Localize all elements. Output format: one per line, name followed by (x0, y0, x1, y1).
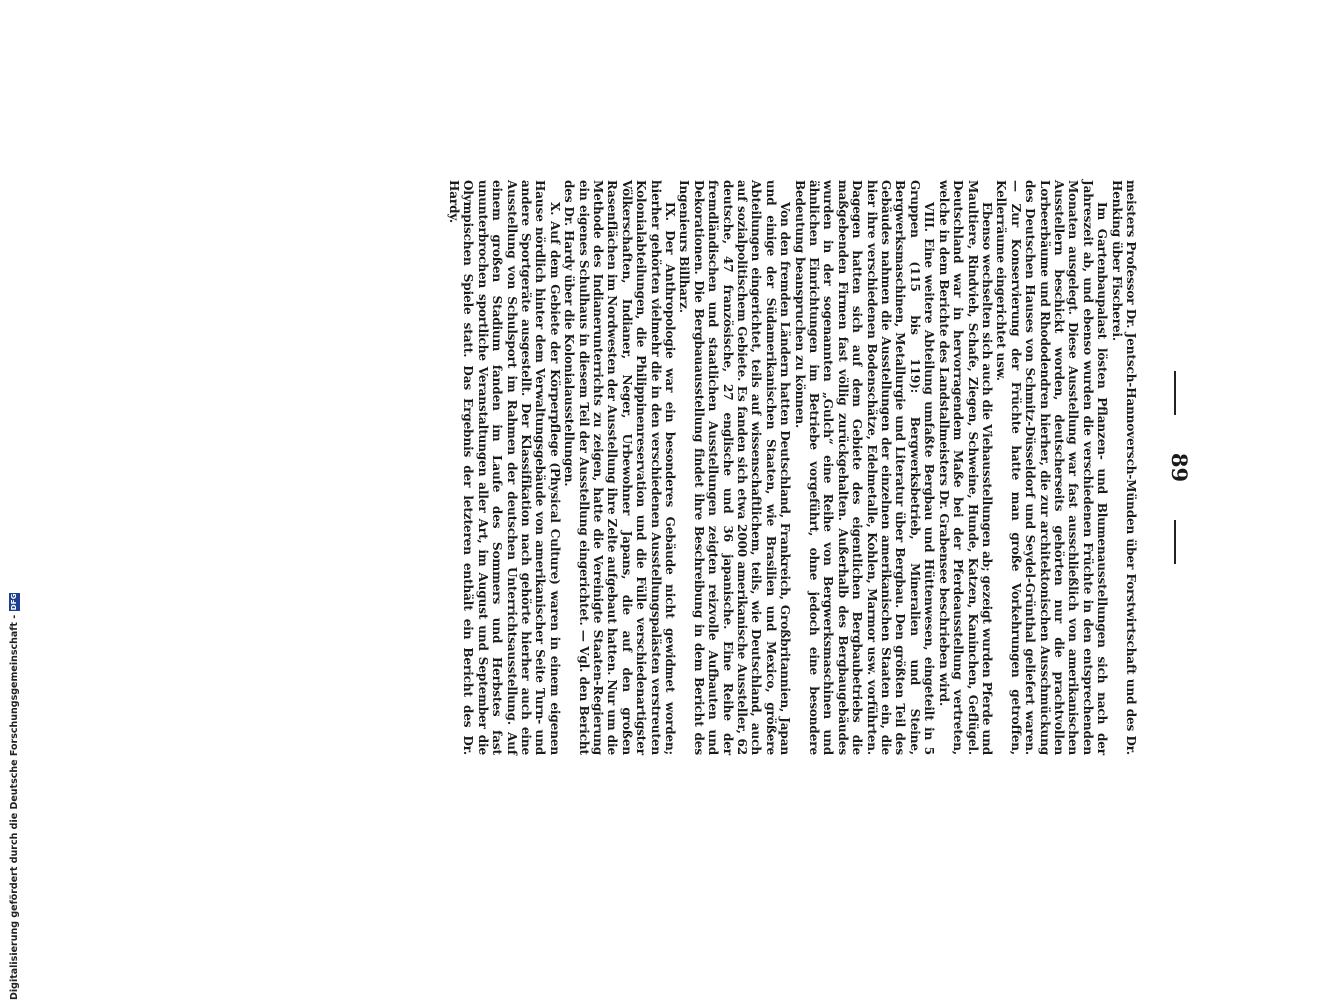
body-paragraph: Im Gartenbaupalast lösten Pflanzen- und Blumenausstellungen sich nach der Jahreszeit ab, und ebenso wurden die verschiedenen Früchte in den entsprechenden Monaten ausgelegt. Diese Ausstellung war fast ausschließlich von amerikanischen Ausstellern beschickt worden, deutscherseits gehörten nur die prachtvollen Lorbeerbäume und Rhododendren hierher, die zur architektonischen Ausschmückung des Deutschen Hauses von Schmitz-Düsseldorf und Seydel-Grünthal geliefert waren. — Zur Konservierung der Früchte hatte man große Vorkehrungen getroffen, Kellerräume eingerichtet usw. (994, 180, 1110, 755)
page-body (0, 180, 1138, 755)
digitization-credit (6, 390, 22, 1000)
body-paragraph: X. Auf dem Gebiete der Körperpflege (Physical Culture) waren in einem eigenen Hause nördlich hinter dem Verwaltungsgebäude von amerikanischer Seite Turn- und andere Sportgeräte ausgestellt. Der Klassifikation nach gehörte hierher auch eine Ausstellung von Schulsport im Rahmen der deutschen Unterrichtsausstellung. Auf einem großen Stadium fanden im Laufe des Sommers und Herbstes fast ununterbrochen sportliche Veranstaltungen aller Art, im August und September die Olympischen Spiele statt. Das Ergebnis der letzteren enthält ein Bericht des Dr. Hardy. (446, 180, 562, 755)
body-paragraph: Ebenso wechselten sich auch die Viehausstellungen ab; gezeigt wurden Pferde und Maultiere, Rindvieh, Schafe, Ziegen, Schweine, Hunde, Katzen, Kaninchen, Geflügel. Deutschland war in hervorragendem Maße bei der Pferdeausstellung vertreten, welche in dem Berichte des Landstallmeisters Dr. Grabensee beschrieben wird. (936, 180, 994, 755)
body-paragraph: meisters Professor Dr. Jentsch-Hannoversch-Münden über Forstwirtschaft und des Dr. Henking über Fischerei. (1109, 180, 1138, 755)
book-page (0, 180, 1190, 755)
header-rule-left (1174, 371, 1176, 415)
body-paragraph: IX. Der Anthropologie war ein besonderes Gebäude nicht gewidmet worden; hierher gehörten vielmehr die in den verschiedenen Ausstellungspalästen verstreuten Kolonialabteilungen, die Philippinenreservation und die Fülle verschiedenartigster Völkerschaften, Indianer, Neger, Urbewohner Japans, die auf den großen Rasenflächen im Nordwesten der Ausstellung ihre Zelte aufgebaut hatten. Nur um die Methode des Indianerunterrichts zu zeigen, hatte die Vereinigte Staaten-Regierung ein eigenes Schulhaus in diesem Teil der Ausstellung eingerichtet. — Vgl. den Bericht des Dr. Hardy über die Kolonialausstellungen. (562, 180, 677, 755)
body-paragraph: VIII. Eine weitere Abteilung umfaßte Bergbau und Hüttenwesen, eingeteilt in 5 Gruppen (115 bis 119): Bergwerksbetrieb, Mineralien und Steine, Bergwerksmaschinen, Metallurgie und Literatur über Bergbau. Den größten Teil des Gebäudes nahmen die Ausstellungen der einzelnen amerikanischen Staaten ein, die hier ihre verschiedenen Bodenschätze, Edelmetalle, Kohlen, Marmor usw. vorführten. Dagegen hatten sich auf dem Gebiete des eigentlichen Bergbaubetriebs die maßgebenden Firmen fast völlig zurückgehalten. Außerhalb des Bergbaugebäudes wurden in der sogenannten „Gulch“ eine Reihe von Bergwerksmaschinen und ähnlichen Einrichtungen im Betriebe vorgeführt, ohne jedoch eine besondere Bedeutung beanspruchen zu können. (792, 180, 937, 755)
header-rule-right (1174, 520, 1176, 564)
page-number: 89 (1167, 452, 1192, 483)
dfg-logo-icon: DFG (9, 593, 18, 611)
credit-text: Digitalisierung gefördert durch die Deutsche Forschungsgemeinschaft - (8, 614, 20, 1000)
body-paragraph: Von den fremden Ländern hatten Deutschland, Frankreich, Großbritannien, Japan und einige der Südamerikanischen Staaten, wie Brasilien und Mexico, größere Abteilungen eingerichtet, teils auf wissenschaftlichem, teils, wie Deutschland, auch auf sozialpolitischem Gebiete. Es fanden sich etwa 2000 amerikanische Aussteller, 62 deutsche, 47 französische, 27 englische und 36 japanische. Eine Reihe der fremdländischen und staatlichen Ausstellungen zeigten reizvolle Aufbauten und Dekorationen. Die Bergbauausstellung findet ihre Beschreibung in dem Bericht des Ingenieurs Billharz. (677, 180, 793, 755)
